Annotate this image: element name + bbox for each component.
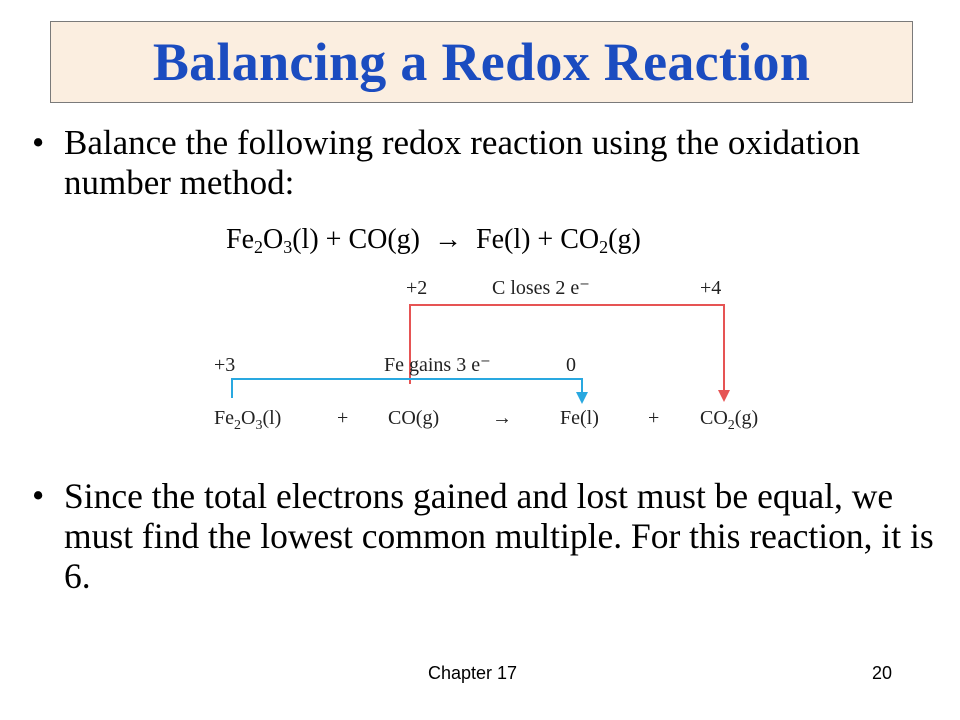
oxidation-number-diagram [200, 272, 790, 440]
ox-number-c-reactant: +2 [406, 277, 428, 299]
ox-number-fe-product: 0 [566, 354, 576, 376]
reaction-arrow: → [492, 407, 512, 429]
plus-sign-2: + [648, 407, 660, 429]
ox-number-c-product: +4 [700, 277, 722, 299]
bullet-marker: • [32, 123, 45, 162]
bullet-text-1: Balance the following redox reaction using the oxidation number method: [64, 123, 861, 202]
c-loses-label: C loses 2 e⁻ [492, 277, 590, 299]
reactant-fe2o3: $Fe_2O_3(l)$ [214, 407, 282, 433]
eq-o: O [263, 224, 284, 255]
eq-sub-2: 3 [283, 237, 293, 257]
electron-loss-line [410, 305, 724, 395]
title-box [50, 21, 913, 103]
slide-title: Balancing a Redox Reaction [152, 32, 811, 92]
electron-gain-arrowhead [576, 392, 588, 404]
page-number: 20 [872, 663, 893, 683]
eq-sub-1: 2 [254, 237, 263, 257]
plus-sign-1: + [337, 407, 349, 429]
reactant-co: CO(g) [388, 407, 440, 429]
footer-chapter: Chapter 17 [428, 663, 518, 683]
ox-number-fe-reactant: +3 [214, 354, 236, 376]
bullet-marker: • [32, 476, 45, 515]
eq-fe: Fe [226, 224, 254, 255]
eq-sub-3: 2 [599, 237, 609, 257]
product-co2: $CO_2(g)$ [700, 407, 759, 433]
eq-rest-1: (l) + CO(g) → Fe(l) + CO [292, 224, 600, 255]
electron-gain-line [232, 379, 582, 398]
redox-equation [226, 224, 641, 258]
electron-loss-arrowhead [718, 390, 730, 402]
bullet-text-2: Since the total electrons gained and lost must be equal, we must find the lowest common multiple. For this reaction, it is 6. [64, 476, 934, 596]
fe-gains-label: Fe gains 3 e⁻ [384, 354, 491, 376]
eq-rest-2: (g) [608, 224, 641, 255]
product-fe: Fe(l) [560, 407, 599, 429]
